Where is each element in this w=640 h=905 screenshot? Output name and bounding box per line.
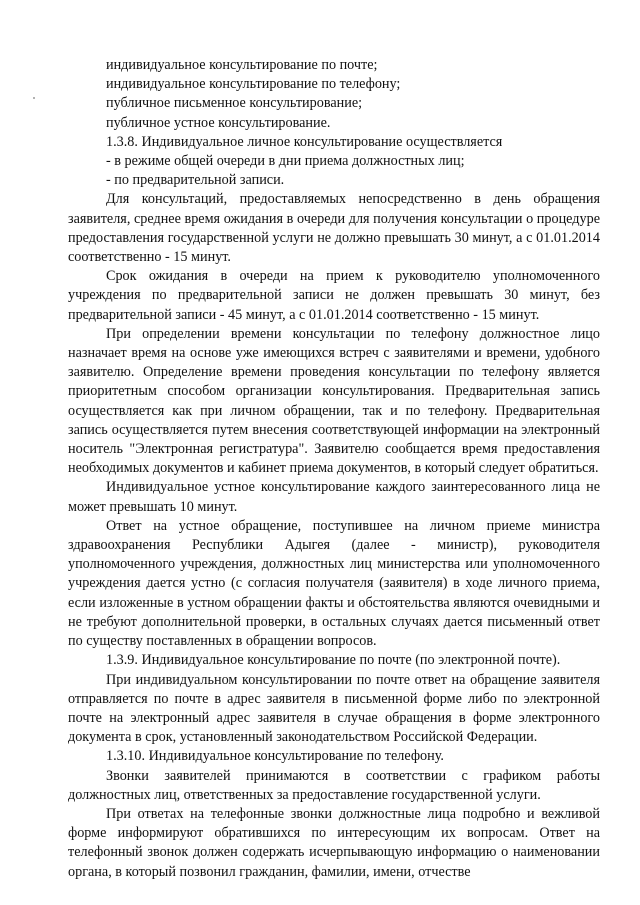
document-body <box>68 56 600 882</box>
section-heading-1-3-10: 1.3.10. Индивидуальное консультирование по телефону. <box>106 748 444 765</box>
paragraph: При ответах на телефонные звонки должностные лица подробно и вежливой форме информируют обратившихся по интересующим их вопросам. Ответ на телефонный звонок должен содержать исчерпывающую информацию о наименовании органа, в который позвонил гражданин, фамилии, имени, отчестве <box>68 805 600 880</box>
paragraph: Индивидуальное устное консультирование каждого заинтересованного лица не может превышать 10 минут. <box>68 479 600 515</box>
list-item: публичное письменное консультирование; <box>106 95 363 112</box>
list-item: - в режиме общей очереди в дни приема должностных лиц; <box>106 153 465 170</box>
list-item: индивидуальное консультирование по почте; <box>106 57 378 73</box>
section-heading-1-3-9: 1.3.9. Индивидуальное консультирование по почте (по электронной почте). <box>106 652 561 669</box>
list-item: индивидуальное консультирование по телефону; <box>106 76 401 93</box>
paragraph: При индивидуальном консультировании по почте ответ на обращение заявителя отправляется по почте в адрес заявителя в письменной форме либо по электронной почте на электронный адрес заявителя в случае обращения в форме электронного документа в срок, установленный законодательством Российской Федерации. <box>68 671 600 746</box>
list-item: - по предварительной записи. <box>106 172 285 189</box>
paragraph: Звонки заявителей принимаются в соответствии с графиком работы должностных лиц, ответственных за предоставление государственной услуги. <box>68 767 600 803</box>
scan-speck <box>33 97 35 99</box>
paragraph: При определении времени консультации по телефону должностное лицо назначает время на основе уже имеющихся встреч с заявителями и времени, удобного заявителю. Определение времени проведения консультации по телефону является приоритетным способом организации консультирования. Предварительная запись осуществляется как при личном обращении, так и по телефону. Предварительная запись осуществляется путем внесения соответствующей информации на электронный носитель "Электронная регистратура". Заявителю сообщается время предоставления необходимых документов и кабинет приема документов, в который следует обратиться. <box>68 325 600 477</box>
paragraph: Срок ожидания в очереди на прием к руководителю уполномоченного учреждения по предварительной записи не должен превышать 30 минут, без предварительной записи - 45 минут, а с 01.01.2014 соответственно - 15 минут. <box>68 268 600 323</box>
paragraph: Ответ на устное обращение, поступившее на личном приеме министра здравоохранения Республики Адыгея (далее - министр), руководителя уполномоченного учреждения, должностных лиц министерства или уполномоченного учреждения дается устно (с согласия получателя (заявителя) в ходе личного приема, если изложенные в устном обращении факты и обстоятельства являются очевидными и не требуют дополнительной проверки, в остальных случаях дается письменный ответ по существу поставленных в обращении вопросов. <box>68 517 600 650</box>
section-heading-1-3-8: 1.3.8. Индивидуальное личное консультирование осуществляется <box>106 133 503 150</box>
paragraph: Для консультаций, предоставляемых непосредственно в день обращения заявителя, среднее время ожидания в очереди для получения консультации о процедуре предоставления государственной услуги не должно превышать 30 минут, а с 01.01.2014 соответственно - 15 минут. <box>68 191 600 266</box>
list-item: публичное устное консультирование. <box>106 114 331 131</box>
